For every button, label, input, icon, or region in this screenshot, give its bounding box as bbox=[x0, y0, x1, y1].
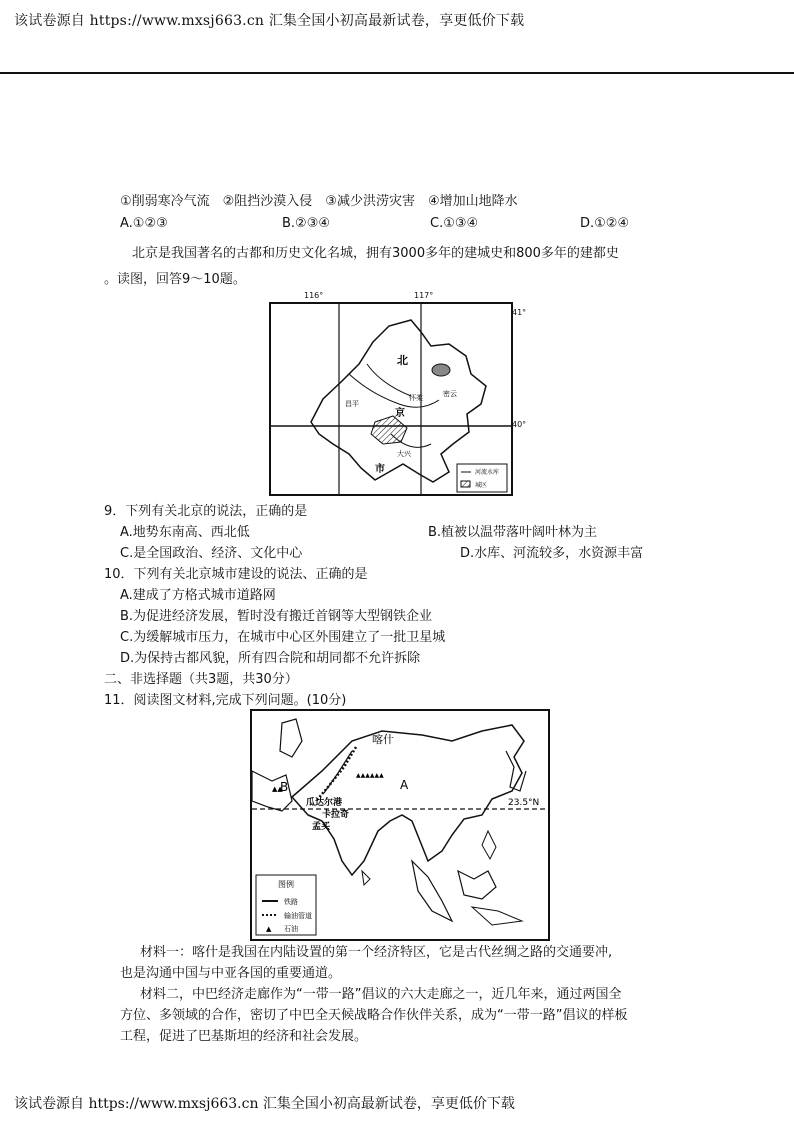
intro-line-1: 北京是我国著名的古都和历史文化名城，拥有3000多年的建城史和800多年的建都史 bbox=[132, 246, 619, 261]
label-mumbai: 孟买 bbox=[312, 822, 331, 832]
oil-symbol: ▲▲ bbox=[272, 785, 283, 793]
mountain-symbols: ▲▲▲▲▲▲ bbox=[356, 772, 384, 779]
label-a: A bbox=[400, 778, 409, 792]
source-header: 该试卷源自 https://www.mxsj663.cn 汇集全国小初高最新试卷，享更低价下载 bbox=[14, 13, 525, 29]
q9-option-a: A.地势东南高、西北低 bbox=[120, 525, 250, 540]
q10-option-c: C.为缓解城市压力，在城市中心区外围建立了一批卫星城 bbox=[120, 630, 446, 645]
lon-116: 116° bbox=[304, 291, 324, 300]
south-asia-map bbox=[250, 709, 550, 941]
section-2-title: 二、非选择题（共3题，共30分） bbox=[104, 672, 298, 687]
legend-river: 河流水库 bbox=[475, 469, 500, 476]
q8-option-c: C.①③④ bbox=[430, 216, 479, 231]
material-2-line-1: 材料二，中巴经济走廊作为“一带一路”倡议的六大走廊之一，近几年来，通过两国全 bbox=[140, 987, 622, 1002]
q9-stem: 9．下列有关北京的说法，正确的是 bbox=[104, 504, 308, 519]
material-2-line-2: 方位、多领域的合作，密切了中巴全天候战略合作伙伴关系，成为“一带一路”倡议的样板 bbox=[120, 1008, 628, 1023]
source-footer: 该试卷源自 https://www.mxsj663.cn 汇集全国小初高最新试卷，享更低价下载 bbox=[14, 1096, 515, 1112]
label-daxing: 大兴 bbox=[397, 450, 411, 458]
beijing-map bbox=[269, 302, 513, 496]
label-shi: 市 bbox=[375, 464, 385, 475]
label-bei: 北 bbox=[397, 354, 408, 367]
q8-items: ①削弱寒冷气流 ②阻挡沙漠入侵 ③减少洪涝灾害 ④增加山地降水 bbox=[120, 194, 518, 209]
material-2-line-3: 工程，促进了巴基斯坦的经济和社会发展。 bbox=[120, 1029, 368, 1044]
urban-area bbox=[371, 416, 407, 444]
legend-title: 图例 bbox=[278, 880, 294, 889]
q11-stem: 11．阅读图文材料,完成下列问题。(10分) bbox=[104, 693, 347, 708]
q8-option-a: A.①②③ bbox=[120, 216, 168, 231]
tropic-label: 23.5°N bbox=[508, 798, 540, 808]
q10-stem: 10．下列有关北京城市建设的说法、正确的是 bbox=[104, 567, 368, 582]
label-karachi: 卡拉奇 bbox=[322, 810, 350, 820]
q9-option-d: D.水库、河流较多，水资源丰富 bbox=[460, 546, 644, 561]
material-1-line-1: 材料一：喀什是我国在内陆设置的第一个经济特区，它是古代丝绸之路的交通要冲, bbox=[140, 945, 613, 960]
header-rule bbox=[0, 72, 794, 74]
q9-option-c: C.是全国政治、经济、文化中心 bbox=[120, 546, 303, 561]
legend-urban: 城区 bbox=[475, 482, 488, 489]
q10-option-b: B.为促进经济发展，暂时没有搬迁首钢等大型钢铁企业 bbox=[120, 609, 433, 624]
material-1-line-2: 也是沟通中国与中亚各国的重要通道。 bbox=[120, 966, 342, 981]
label-kashgar: 喀什 bbox=[372, 733, 394, 746]
legend-pipeline: 输油管道 bbox=[284, 912, 312, 920]
legend-railway: 铁路 bbox=[284, 898, 298, 906]
label-huairou: 怀柔 bbox=[409, 394, 423, 402]
lat-41: 41° bbox=[512, 308, 527, 317]
miyun-reservoir bbox=[432, 364, 450, 376]
q8-option-d: D.①②④ bbox=[580, 216, 630, 231]
intro-line-2: 。读图，回答9～10题。 bbox=[104, 272, 246, 287]
legend-oil-icon: ▲ bbox=[266, 925, 272, 933]
q10-option-d: D.为保持古都风貌，所有四合院和胡同都不允许拆除 bbox=[120, 651, 421, 666]
legend-oil: 石油 bbox=[284, 925, 298, 933]
q10-option-a: A.建成了方格式城市道路网 bbox=[120, 588, 276, 603]
label-miyun: 密云 bbox=[443, 390, 457, 398]
label-jing: 京 bbox=[395, 408, 405, 419]
lat-40: 40° bbox=[512, 420, 527, 429]
label-b: B bbox=[280, 780, 289, 794]
label-changping: 昌平 bbox=[345, 400, 359, 408]
q9-option-b: B.植被以温带落叶阔叶林为主 bbox=[428, 525, 598, 540]
lon-117: 117° bbox=[414, 291, 434, 300]
q8-option-b: B.②③④ bbox=[282, 216, 331, 231]
label-gwadar: 瓜达尔港 bbox=[306, 798, 343, 808]
